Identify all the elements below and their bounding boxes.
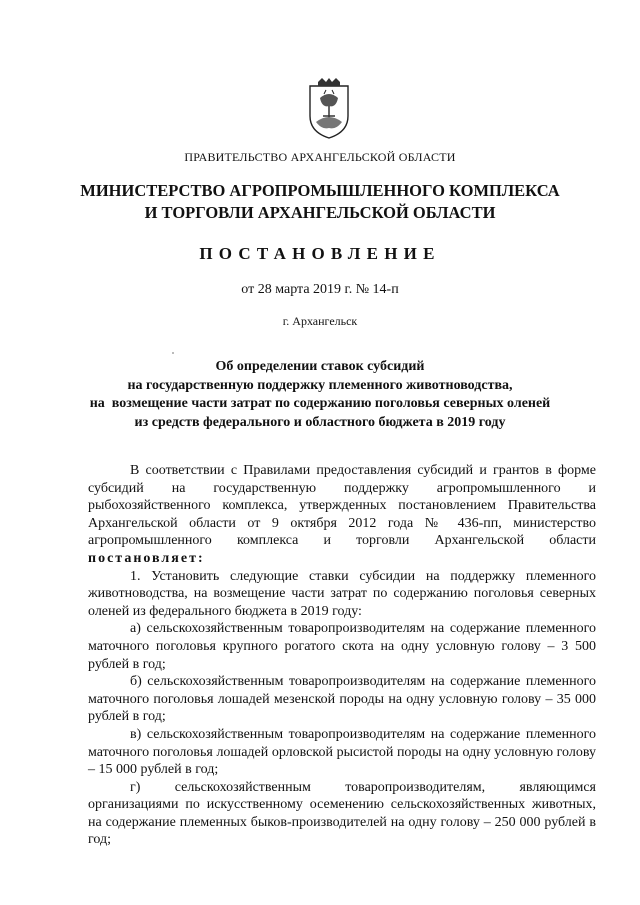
coat-of-arms-emblem [306, 76, 352, 140]
document-body [88, 462, 596, 849]
document-city: г. Архангельск [282, 314, 358, 328]
preamble-paragraph [88, 462, 596, 568]
subject-line3: на возмещение части затрат по содержанию поголовья северных оленей [89, 396, 551, 411]
item-g-paragraph: г) сельскохозяйственным товаропроизводителям, являющимся организациями по искусственному осеменению сельскохозяйственных животных, на содержание племенных быков-производителей на одну голову – 250 000 рублей в год; [88, 779, 596, 848]
government-name: ПРАВИТЕЛЬСТВО АРХАНГЕЛЬСКОЙ ОБЛАСТИ [184, 150, 456, 164]
subject-line4: из средств федерального и областного бюджета в 2019 году [134, 414, 506, 430]
subject-line2: на государственную поддержку племенного животноводства, [127, 377, 513, 393]
resolves-word: постановляет: [88, 550, 205, 566]
subject-line1: Об определении ставок субсидий [215, 359, 425, 374]
item-v-paragraph: в) сельскохозяйственным товаропроизводителям на содержание племенного маточного поголовья лошадей орловской рысистой породы на одну условную голову – 15 000 рублей в год; [88, 726, 596, 778]
ministry-name-line2: И ТОРГОВЛИ АРХАНГЕЛЬСКОЙ ОБЛАСТИ [144, 203, 496, 222]
item-b-paragraph: б) сельскохозяйственным товаропроизводителям на содержание племенного маточного поголовья лошадей мезенской породы на одну условную голову – 35 000 рублей в год; [88, 674, 596, 725]
document-date-number: от 28 марта 2019 г. № 14-п [241, 282, 399, 297]
ministry-name-line1: МИНИСТЕРСТВО АГРОПРОМЫШЛЕННОГО КОМПЛЕКСА [80, 181, 560, 200]
document-type-title: ПОСТАНОВЛЕНИЕ [199, 244, 441, 263]
preamble-text: В соответствии с Правилами предоставления субсидий и грантов в форме субсидий на государственную поддержку агропромышленного и рыбохозяйственного комплекса, утвержденных постановлением Правительства Архангельской области от 9 октября 2012 года № 436-пп, министерство агропромышленного комплекса и торговли Архангельской области [88, 463, 596, 549]
ministry-name [0, 180, 640, 224]
item-a-paragraph: а) сельскохозяйственным товаропроизводителям на содержание племенного маточного поголовья крупного рогатого скота на одну условную голову – 3 500 рублей в год; [88, 621, 596, 672]
scan-speck [172, 352, 174, 354]
document-subject [0, 358, 640, 432]
item-1-paragraph: 1. Установить следующие ставки субсидии на поддержку племенного животноводства, на возмещение части затрат по содержанию поголовья северных оленей из федерального бюджета в 2019 году: [88, 568, 596, 619]
